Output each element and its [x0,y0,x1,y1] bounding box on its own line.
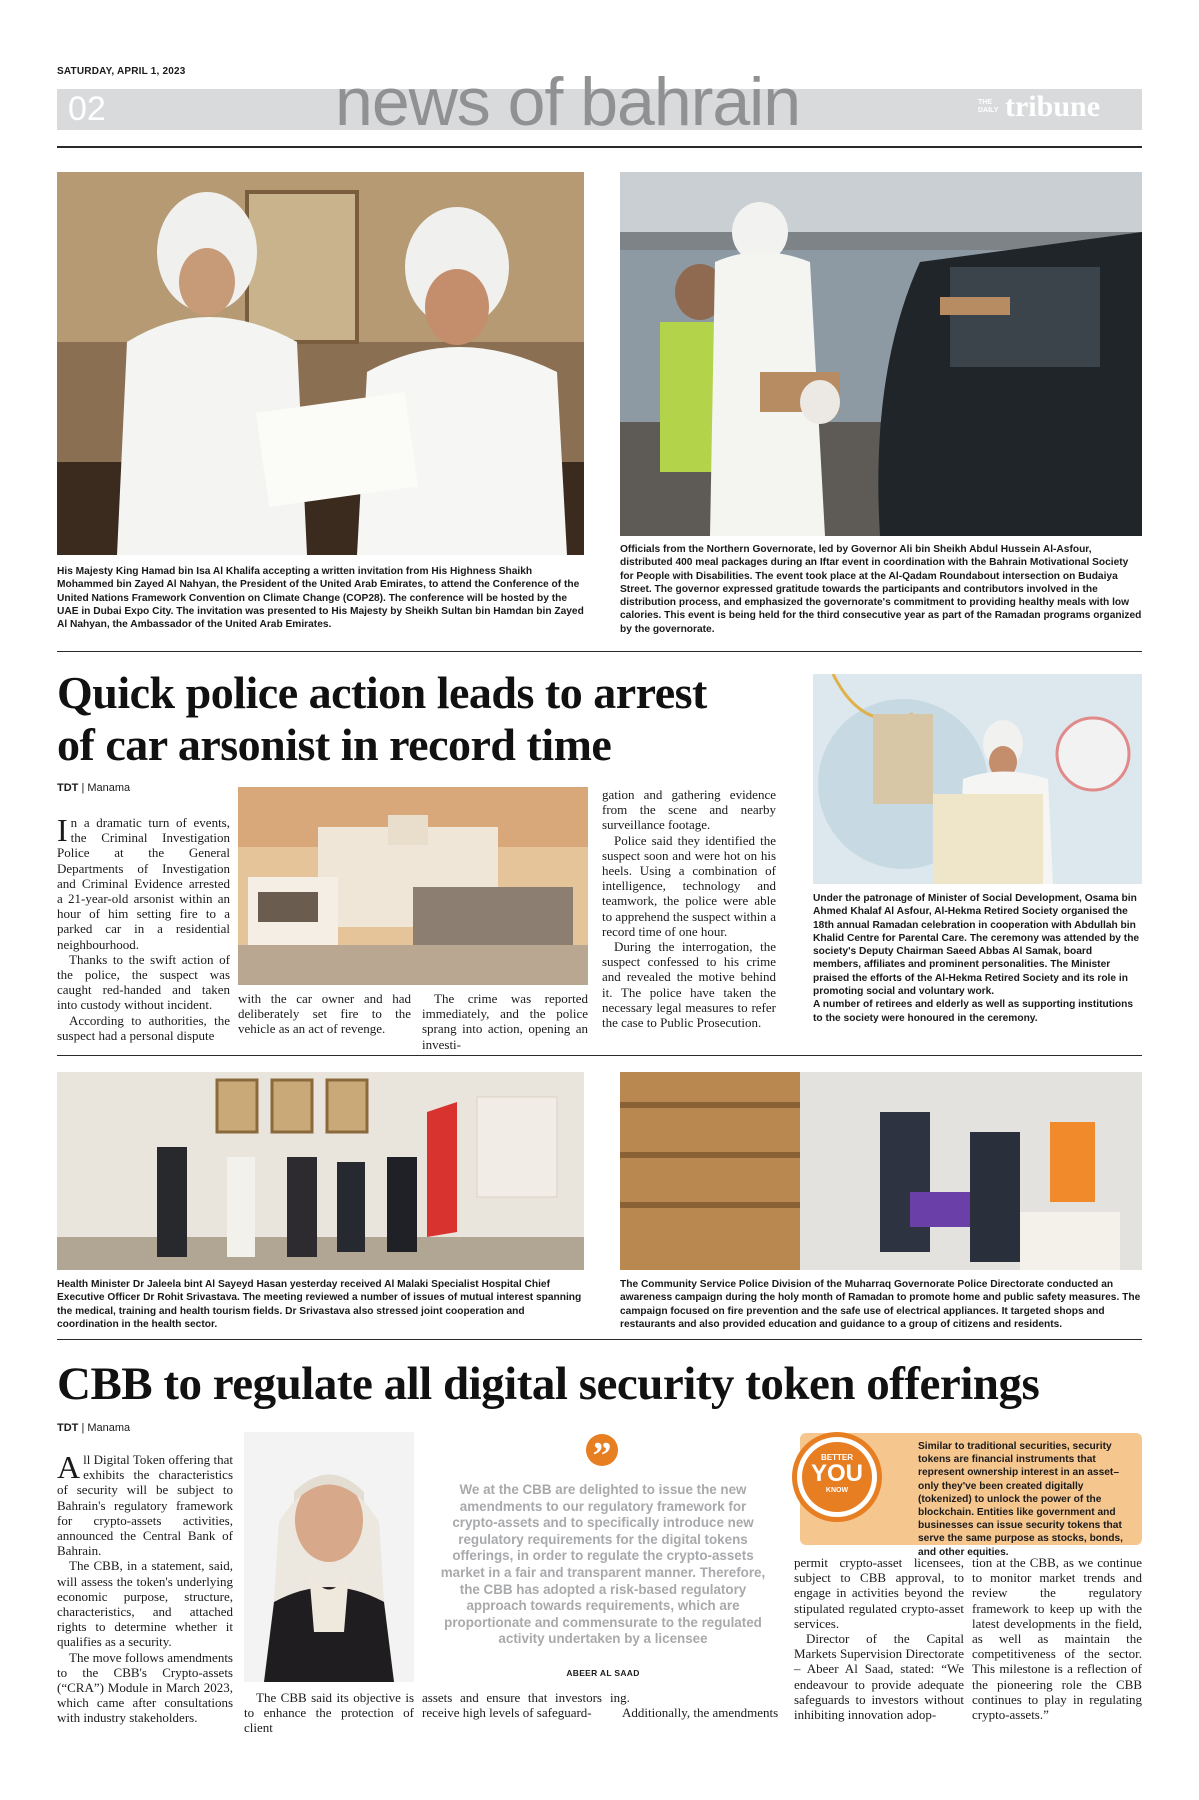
better-you-know-text: Similar to traditional securities, security tokens are financial instruments that represent ownership interest in an asset– only they've been created digitally (tokenized) to unlock the power of the blockchain. Entities like government and businesses can issue security tokens that serve the same purpose as stocks, bonds, and other equities. [918,1441,1123,1558]
caption-paragraph: A number of retirees and elderly as well as supporting institutions to the society were honoured in the ceremony. [813,999,1134,1024]
paragraph: ll Digital Token offering that exhibits the characteristics of security will be subject to Bahrain's regulatory framework for crypto-assets activities, announced the Central Bank of Bahrain. [57,1452,233,1559]
paragraph: The CBB, in a statement, said, will assess the token's underlying economic purpose, structure, characteristics, and attached rights to determine whether it qualifies as a security. [57,1558,233,1650]
issue-date: SATURDAY, APRIL 1, 2023 [57,66,186,77]
caption-northern-governorate: Officials from the Northern Governorate, led by Governor Ali bin Sheikh Abdul Hussein Al-Asfour, distributed 400 meal packages during an Iftar event in coordination with the Bahrain Motivational Society for People with Disabilities. The event took place at the Al-Qadam Roundabout intersection on Budaiya Street. The governor expressed gratitude towards the participants and contributors involved in the distribution process, and emphasized the governorate's commitment to providing healthy meals with low calories. This event is being held for the third consecutive year as part of the Ramadan programs organized by the governorate. [620,544,1142,635]
paragraph: Director of the Capital Markets Supervision Directorate – Abeer Al Saad, stated: “We endeavour to provide adequate safeguards to investors without inhibiting innovation adop- [794,1631,964,1723]
photo-health-minister [57,1072,584,1270]
quote-mark: ” [592,1435,612,1477]
page-number: 02 [68,90,106,128]
byline-source: TDT [57,1422,79,1434]
brand-logo: tribune [1005,90,1101,123]
photo-al-hekma-ceremony [813,674,1142,884]
caption-king-invitation: His Majesty King Hamad bin Isa Al Khalifa accepting a written invitation from His Highness Shaikh Mohammed bin Zayed Al Nahyan, the President of the United Arab Emirates, to attend the Conference of the United Nations Framework Convention on Climate Change (COP28). The conference will be hosted by the UAE in Dubai Expo City. The invitation was presented to His Majesty by Sheikh Sultan bin Hamdan bin Zayed Al Nahyan, the Ambassador of the United Arab Emirates. [57,566,584,631]
paragraph: The crime was reported immediately, and the police sprang into action, opening an investi- [422,991,588,1052]
cbb-column-2 [244,1690,414,1736]
arson-column-1 [57,812,230,1043]
paragraph: gation and gathering evidence from the scene and nearby surveillance footage. [602,787,776,833]
paragraph: Police said they identified the suspect soon and were hot on his heels. Using a combination of intelligence, technology and teamwork, the police were able to apprehend the suspect within a record time of one hour. [602,832,776,939]
photo-king-invitation [57,172,584,555]
photo-police-building [238,787,588,985]
cbb-column-3 [422,1690,602,1720]
cbb-column-4 [610,1690,786,1720]
paragraph: with the car owner and had deliberately set fire to the vehicle as an act of revenge. [238,991,411,1037]
paragraph: Thanks to the swift action of the police, the suspect was caught red-handed and taken into custody without incident. [57,951,230,1013]
section-rule-1 [57,651,1142,652]
cbb-column-6 [972,1555,1142,1722]
arson-column-3 [422,991,588,1052]
badge-top-text: BETTER [821,1453,853,1462]
byline-place: | Manama [78,1422,131,1434]
section-rule-3 [57,1339,1142,1340]
paragraph: n a dramatic turn of events, the Criminal Investigation Police at the General Departments of Investigation and Criminal Evidence arrested a 21-year-old arsonist within an hour of him setting fire to a parked car in a residential neighbourhood. [57,815,230,952]
badge-bottom-text: KNOW [825,1487,849,1494]
arson-byline [57,782,130,794]
photo-community-police [620,1072,1142,1270]
caption-paragraph: Under the patronage of Minister of Social Development, Osama bin Ahmed Khalaf Al Asfour, Al-Hekma Retired Society organised the 18th annual Ramadan celebration in cooperation with Abdullah bin Khalid Centre for Parental Care. The ceremony was attended by the society's Deputy Chairman Saeed Abbas Al Samak, board members, affiliates and prominent personalities. The Minister praised the efforts of the Al-Hekma Retired Society and its role in promoting social and voluntary work. [813,893,1140,998]
badge-inner [802,1442,872,1512]
paragraph: tion at the CBB, as we continue to monitor market trends and review the regulatory framework to keep up with the latest developments in the field, as well as maintain the competitiveness of the sector. This milestone is a reflection of the pioneering role the CBB continues to play in regulating crypto-assets.” [972,1555,1142,1723]
section-rule-2 [57,1055,1142,1056]
cbb-byline [57,1422,130,1434]
dropcap: A [57,1449,81,1485]
cbb-headline: CBB to regulate all digital security token offerings [57,1358,1040,1410]
dropcap: I [57,812,68,848]
cbb-column-5 [794,1555,964,1722]
caption-health-minister: Health Minister Dr Jaleela bint Al Sayeyd Hasan yesterday received Al Malaki Specialist Hospital Chief Executive Officer Dr Rohit Srivastava. The meeting reviewed a number of issues of mutual interest spanning the medical, training and health tourism fields. Dr Srivastava also stressed joint cooperation and coordination in the health sector. [57,1279,582,1330]
arson-headline-line-2: of car arsonist in record time [57,719,612,770]
paragraph: During the interrogation, the suspect confessed to his crime and revealed the motive behind it. The police have taken the necessary legal measures to refer the case to Public Prosecution. [602,939,776,1031]
quote-icon [586,1434,618,1477]
section-title: news of bahrain [335,64,801,140]
paragraph: ing. [610,1690,630,1705]
arson-column-4 [602,787,776,1030]
paragraph: assets and ensure that investors receive high levels of safeguard- [422,1690,602,1721]
badge-middle-text: YOU [810,1460,863,1487]
byline-source: TDT [57,782,79,794]
arson-column-2 [238,991,411,1037]
better-you-know-badge [792,1432,882,1522]
caption-al-hekma [813,892,1142,1025]
photo-northern-governorate [620,172,1142,536]
caption-community-police: The Community Service Police Division of the Muharraq Governorate Police Directorate conducted an awareness campaign during the holy month of Ramadan to promote home and public safety measures. The campaign focused on fire prevention and the safe use of electrical appliances. It targeted shops and restaurants and also provided education and guidance to a group of citizens and residents. [620,1279,1141,1330]
paragraph: The CBB said its objective is to enhance the protection of client [244,1690,414,1736]
paragraph: Additionally, the amendments [622,1705,779,1721]
paragraph: According to authorities, the suspect had a personal dispute [57,1012,230,1043]
pull-quote: We at the CBB are delighted to issue the new amendments to our regulatory framework for crypto-assets and to specifically introduce new regulatory requirements for the digital tokens offerings, in order to regulate the crypto-assets market in a fair and transparent manner. Therefore, the CBB has adopted a risk-based regulatory approach towards requirements, which are proportionate and commensurate to the regulated activity undertaken by a licensee [440,1482,766,1647]
brand-small: THE DAILY [978,99,999,114]
byline-place: | Manama [78,782,131,794]
paragraph: The move follows amendments to the CBB's Crypto-assets (“CRA”) Module in March 2023, which came after consultations with industry stakeholders. [57,1649,233,1726]
quote-author: ABEER AL SAAD [566,1668,640,1678]
photo-abeer-al-saad [244,1432,414,1682]
arson-headline-line-1: Quick police action leads to arrest [57,667,707,718]
paragraph: permit crypto-asset licensees, subject to CBB approval, to engage in activities beyond the stipulated regulated crypto-asset services. [794,1555,964,1631]
cbb-column-1 [57,1449,233,1726]
masthead-rule [57,146,1142,148]
